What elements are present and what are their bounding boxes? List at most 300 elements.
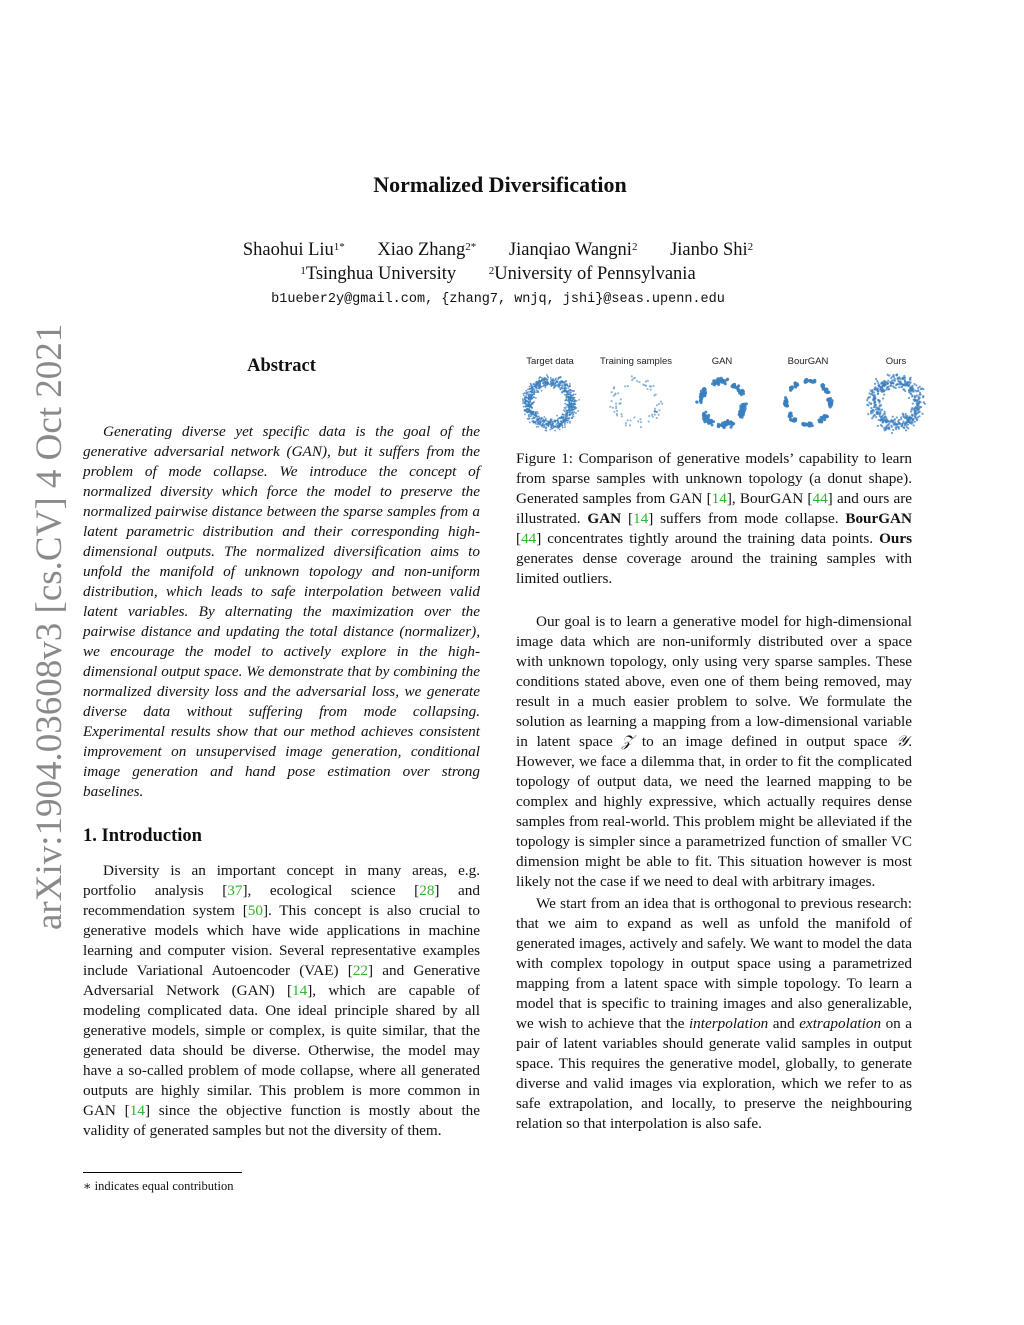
scatter-point [874,389,876,391]
scatter-point [542,425,544,427]
scatter-point [696,401,699,404]
scatter-point [530,396,532,398]
scatter-point [629,419,631,421]
scatter-point [818,420,821,423]
scatter-point [730,421,733,424]
scatter-point [895,428,897,430]
scatter-point [562,381,564,383]
scatter-point [882,397,884,399]
scatter-point [904,379,906,381]
scatter-point [524,396,526,398]
scatter-point [652,416,654,418]
intro-paragraph: Diversity is an important concept in many areas, e.g. portfolio analysis [37], ecological science [28] and recommendation system [50]. This concept is also crucial to generative models which have wide applications in machine learning and computer vision. Several representative examples include Variational Autoencoder (VAE) [22] and Generative Adversarial Network (GAN) [14], which are capable of modeling complicated data. One ideal principle shared by all generative models, simple or complex, is quite similar, that the generated data should be diverse. Otherwise, the model may have a so-called problem of mode collapse, where all generated outputs are highly similar. This problem is more common in GAN [14] since the objective function is mostly about the validity of generated samples but not the diversity of them. [83,862,481,1139]
scatter-point [636,380,638,382]
scatter-point [894,418,896,420]
scatter-point [880,404,882,406]
scatter-point [882,381,884,383]
abstract-heading: Abstract [247,356,316,376]
scatter-point [819,416,822,419]
figure-panel-training [596,352,676,436]
scatter-point [893,379,895,381]
scatter-point [544,423,546,425]
scatter-point [899,382,901,384]
scatter-point [867,413,869,415]
scatter-point [543,379,545,381]
panel-label: Ours [885,356,907,367]
scatter-point [881,425,883,427]
scatter-point [550,424,552,426]
citation-link[interactable]: 14 [711,490,727,507]
scatter-point [909,379,911,381]
scatter-point [910,377,912,379]
scatter-point [526,409,528,411]
scatter-point [552,423,554,425]
scatter-point [531,407,533,409]
scatter-point [656,404,658,406]
scatter-point [567,414,569,416]
scatter-point [882,388,884,390]
scatter-point [915,384,917,386]
scatter-point [556,426,558,428]
scatter-point [704,417,707,420]
scatter-point [566,412,568,414]
scatter-point [619,402,621,404]
scatter-point [830,401,833,404]
scatter-point [658,403,660,405]
scatter-point [541,390,543,392]
scatter-point [537,418,539,420]
scatter-point [912,403,914,405]
scatter-point [528,395,530,397]
scatter-point [719,379,722,382]
scatter-point [885,425,887,427]
scatter-point [552,378,554,380]
scatter-point [625,422,627,424]
scatter-point [648,415,650,417]
scatter-point [529,393,531,395]
scatter-point [616,414,618,416]
scatter-point [870,403,872,405]
scatter-point [660,401,662,403]
scatter-point [735,387,738,390]
arxiv-id: arXiv:1904.03608v3 [cs.CV] 4 Oct 2021 [29,323,70,930]
scatter-point [706,420,709,423]
citation-link[interactable]: 28 [419,882,435,899]
scatter-point [649,385,651,387]
scatter-point [554,386,556,388]
scatter-point [557,378,559,380]
scatter-point [611,400,613,402]
scatter-point [555,377,557,379]
scatter-point [612,407,614,409]
author-emails: b1ueber2y@gmail.com, {zhang7, wnjq, jshi}@seas.upenn.edu [271,292,725,307]
scatter-point [544,427,546,429]
section-heading-introduction: 1. Introduction [83,826,202,846]
scatter-point [892,416,894,418]
scatter-point [611,391,613,393]
scatter-point [700,396,703,399]
scatter-point [547,377,549,379]
scatter-point [574,408,576,410]
scatter-point [881,386,883,388]
scatter-point [561,417,563,419]
scatter-point [733,384,736,387]
scatter-point [904,382,906,384]
scatter-point [556,380,558,382]
scatter-point [564,423,566,425]
scatter-point [631,379,633,381]
scatter-point [887,374,889,376]
scatter-point [567,422,569,424]
figure-caption [516,449,912,589]
scatter-point [540,380,542,382]
scatter-point [914,396,916,398]
author-list [0,238,996,262]
scatter-point [560,384,562,386]
scatter-point [879,410,881,412]
scatter-point [533,422,535,424]
scatter-point [525,393,527,395]
scatter-point [570,390,572,392]
scatter-point [918,402,920,404]
scatter-point [627,419,629,421]
author: Xiao Zhang$^{2*}$ [377,240,477,260]
scatter-point [569,422,571,424]
scatter-point [912,414,914,416]
scatter-point [550,418,552,420]
scatter-point [529,417,531,419]
footnote: ∗ indicates equal contribution [83,1179,234,1193]
figure-1 [516,352,912,436]
right-column-body [516,612,912,1134]
scatter-point [878,400,880,402]
scatter-point [885,429,887,431]
scatter-point [784,402,787,405]
scatter-point [561,392,563,394]
affiliation: $^1$Tsinghua University [300,264,457,284]
scatter-point [536,389,538,391]
scatter-point [546,378,548,380]
scatter-point [557,422,559,424]
scatter-point [568,393,570,395]
scatter-point [875,404,877,406]
scatter-point [916,419,918,421]
scatter-point [789,418,792,421]
scatter-point [531,418,533,420]
scatter-point [536,426,538,428]
scatter-point [525,399,527,401]
scatter-gan [688,370,756,436]
citation-link[interactable]: 14 [292,982,308,999]
footnote-rule [83,1172,242,1173]
scatter-point [542,426,544,428]
scatter-point [913,383,915,385]
scatter-point [902,388,904,390]
citation-link[interactable]: 44 [812,490,828,507]
author: Jianbo Shi$^2$ [670,240,754,260]
scatter-point [900,386,902,388]
scatter-point [900,416,902,418]
scatter-point [725,423,728,426]
scatter-point [919,407,921,409]
scatter-point [570,392,572,394]
scatter-point [571,406,573,408]
citation-link[interactable]: 37 [227,882,243,899]
scatter-point [560,377,562,379]
scatter-point [910,410,912,412]
scatter-point [876,380,878,382]
scatter-point [917,396,919,398]
scatter-point [541,377,543,379]
scatter-point [869,396,871,398]
scatter-point [557,418,559,420]
scatter-point [887,386,889,388]
scatter-point [565,398,567,400]
scatter-point [904,377,906,379]
scatter-point [549,429,551,431]
scatter-point [533,383,535,385]
scatter-point [877,425,879,427]
scatter-point [573,413,575,415]
scatter-ours [862,370,930,436]
caption-text: Figure 1: Comparison of generative models’ capability to learn from sparse samples with unknown topology (a donut shape). Generated samples from GAN [14], BourGAN [44] and ours are illustrated. GAN [14] suffers from mode collapse. BourGAN [44] concentrates tightly around the training data points. Ours generates dense coverage around the training samples with limited outliers. [516,450,912,587]
scatter-point [898,428,900,430]
figure-panel-gan [682,352,762,436]
scatter-point [629,424,631,426]
scatter-point [540,421,542,423]
scatter-point [609,406,611,408]
scatter-point [573,397,575,399]
scatter-point [532,391,534,393]
scatter-point [821,383,824,386]
scatter-point [914,413,916,415]
scatter-point [912,391,914,393]
scatter-point [878,407,880,409]
scatter-point [711,423,714,426]
panel-label: Training samples [600,356,672,367]
abstract-body [83,422,480,802]
scatter-point [564,394,566,396]
citation-link[interactable]: 50 [247,902,263,919]
scatter-point [907,424,909,426]
scatter-point [874,406,876,408]
scatter-point [897,377,899,379]
scatter-point [867,397,869,399]
scatter-point [542,423,544,425]
scatter-point [874,383,876,385]
citation-link[interactable]: 44 [521,530,537,547]
scatter-point [543,421,545,423]
scatter-point [538,426,540,428]
scatter-point [879,412,881,414]
scatter-point [532,402,534,404]
scatter-point [530,385,532,387]
scatter-point [875,378,877,380]
scatter-point [884,415,886,417]
scatter-point [531,398,533,400]
scatter-point [568,391,570,393]
scatter-point [883,385,885,387]
scatter-point [573,411,575,413]
scatter-point [538,377,540,379]
scatter-point [615,405,617,407]
scatter-point [917,408,919,410]
scatter-point [877,390,879,392]
scatter-point [640,421,642,423]
scatter-point [522,401,524,403]
scatter-point [633,416,635,418]
scatter-point [911,386,913,388]
scatter-point [899,423,901,425]
scatter-point [908,397,910,399]
scatter-point [745,402,748,405]
scatter-point [906,416,908,418]
scatter-point [528,408,530,410]
scatter-point [567,420,569,422]
scatter-point [575,393,577,395]
scatter-point [918,394,920,396]
scatter-point [739,415,742,418]
scatter-point [613,386,615,388]
citation-link[interactable]: 14 [633,510,649,527]
scatter-point [554,430,556,432]
scatter-point [904,390,906,392]
body-paragraph: Our goal is to learn a generative model for high-dimensional image data which are non-uniformly distributed over a space with unknown topology, only using very sparse samples. These conditions stated above, even one of them being removed, may result in a much easier problem to solve. We formulate the solution as learning a mapping from a low-dimensional variable in latent space 𝒵 to an image defined in output space 𝒴. However, we face a dilemma that, in order to fit the complicated topology of output data, we need the learned mapping to be complex and highly expressive, which actually requires dense samples from real-world. This problem might be alleviated if the topology is simpler since a parametrized function of smaller VC dimension might be able to fit. This situation however is most likely not the case if we need to deal with arbitrary images. [516,613,913,890]
scatter-point [658,414,660,416]
scatter-point [907,427,909,429]
scatter-point [569,414,571,416]
scatter-point [645,380,647,382]
scatter-point [883,410,885,412]
scatter-point [537,416,539,418]
scatter-point [880,419,882,421]
scatter-point [911,394,913,396]
scatter-point [877,392,879,394]
scatter-point [621,415,623,417]
scatter-point [522,403,524,405]
scatter-point [638,381,640,383]
scatter-point [637,420,639,422]
scatter-point [536,381,538,383]
scatter-point [887,427,889,429]
scatter-point [545,380,547,382]
scatter-point [536,414,538,416]
scatter-point [530,392,532,394]
scatter-point [911,418,913,420]
scatter-point [877,388,879,390]
scatter-point [891,426,893,428]
scatter-point [556,415,558,417]
scatter-point [894,378,896,380]
scatter-point [527,418,529,420]
scatter-point [723,381,726,384]
scatter-point [547,425,549,427]
scatter-point [527,406,529,408]
scatter-point [866,404,868,406]
scatter-point [615,403,617,405]
scatter-point [902,413,904,415]
scatter-point [533,396,535,398]
scatter-point [565,414,567,416]
scatter-point [916,399,918,401]
scatter-point [908,416,910,418]
scatter-point [571,400,573,402]
scatter-point [577,410,579,412]
scatter-point [530,383,532,385]
scatter-point [573,390,575,392]
author-block [0,238,996,286]
scatter-point [793,419,796,422]
scatter-point [699,399,702,402]
scatter-point [624,385,626,387]
scatter-point [559,424,561,426]
scatter-point [924,403,926,405]
scatter-point [651,414,653,416]
scatter-point [873,391,875,393]
scatter-point [648,420,650,422]
scatter-training-samples [602,370,670,436]
scatter-point [726,378,729,381]
scatter-point [704,411,707,414]
scatter-point [523,406,525,408]
scatter-point [530,405,532,407]
paper-title: Normalized Diversification [373,172,627,197]
scatter-point [711,382,714,385]
scatter-point [871,417,873,419]
scatter-point [569,398,571,400]
scatter-point [552,382,554,384]
scatter-point [625,424,627,426]
scatter-point [578,399,580,401]
scatter-point [645,385,647,387]
citation-link[interactable]: 14 [129,1102,145,1119]
scatter-point [550,377,552,379]
author: Shaohui Liu$^{1*}$ [242,240,345,260]
scatter-point [710,420,713,423]
scatter-point [540,417,542,419]
scatter-point [656,417,658,419]
scatter-point [613,395,615,397]
figure-panel-bourgan [768,352,848,436]
scatter-point [620,398,622,400]
scatter-point [874,396,876,398]
scatter-point [912,388,914,390]
scatter-point [538,385,540,387]
scatter-point [877,382,879,384]
scatter-point [555,379,557,381]
scatter-point [572,403,574,405]
citation-link[interactable]: 22 [352,962,369,979]
scatter-point [561,422,563,424]
scatter-point [716,382,719,385]
scatter-point [898,386,900,388]
scatter-point [562,414,564,416]
scatter-point [642,383,644,385]
scatter-point [567,396,569,398]
scatter-point [661,403,663,405]
scatter-point [882,390,884,392]
scatter-point [617,392,619,394]
scatter-point [914,421,916,423]
scatter-point [562,427,564,429]
scatter-point [573,405,575,407]
scatter-point [717,423,720,426]
scatter-point [888,423,890,425]
scatter-point [742,411,745,414]
scatter-point [895,384,897,386]
scatter-point [788,415,791,418]
scatter-point [892,429,894,431]
